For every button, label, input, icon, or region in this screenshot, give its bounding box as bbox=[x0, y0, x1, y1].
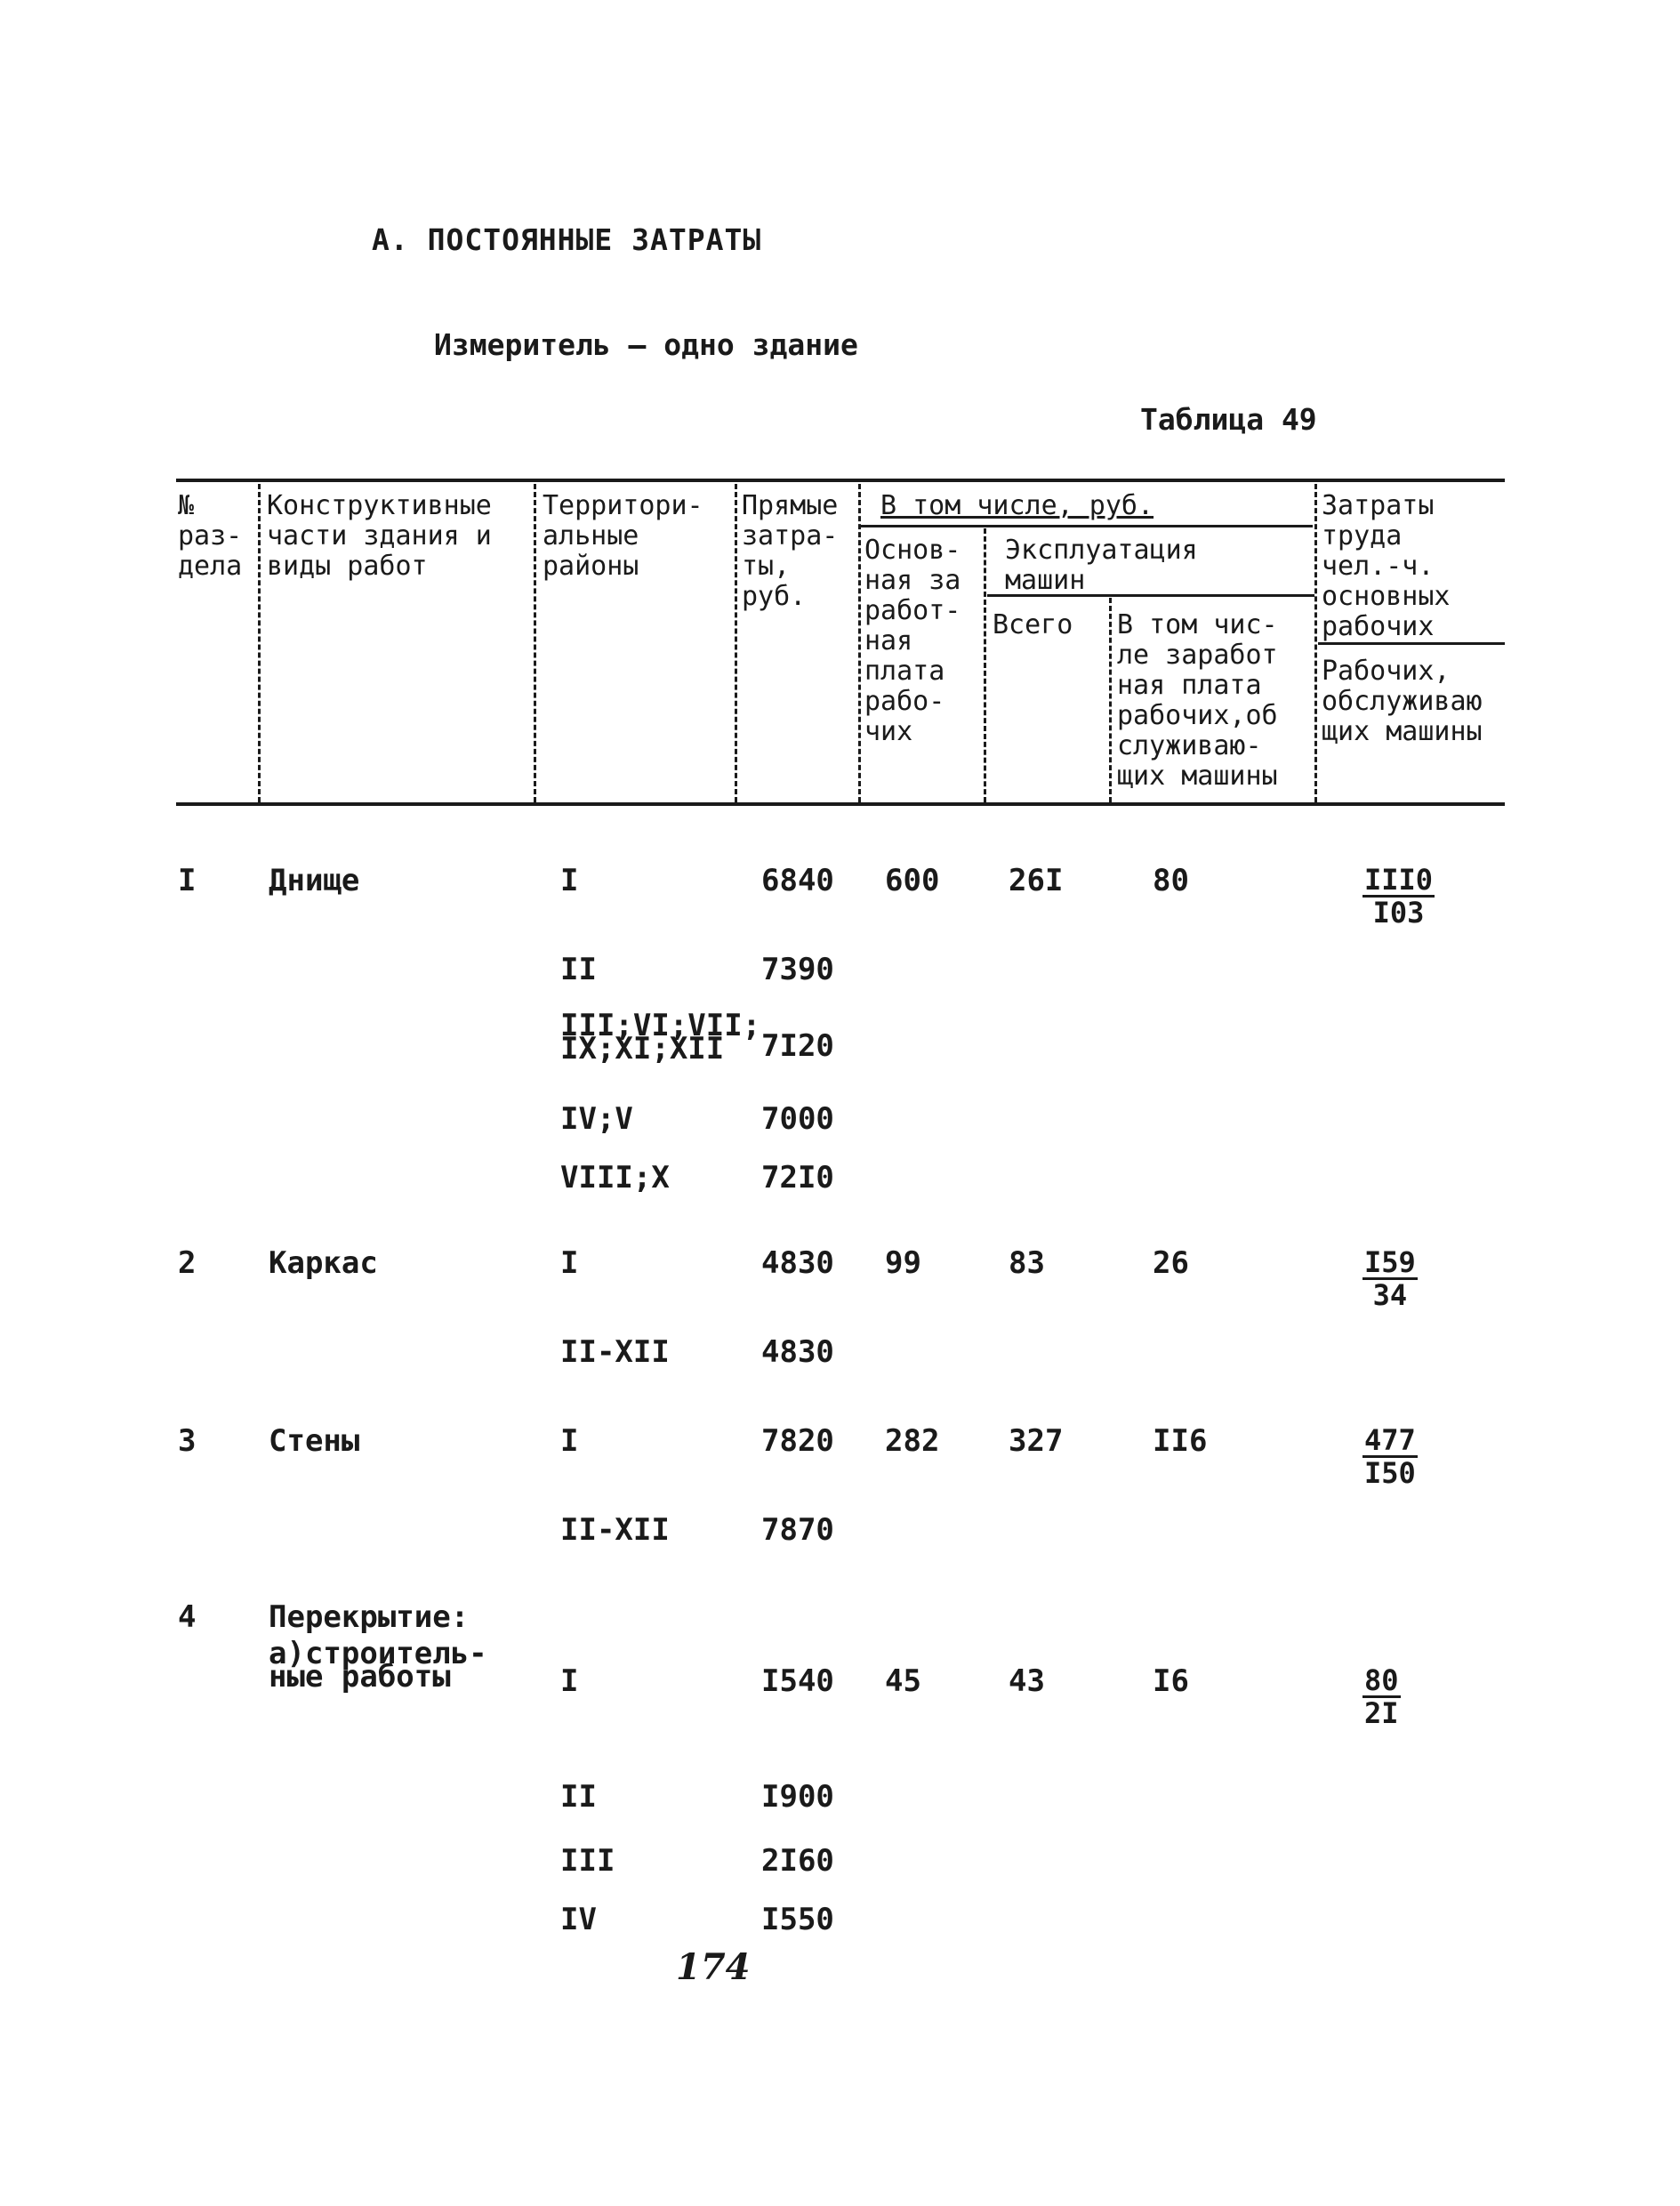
row-base-wage: 45 bbox=[885, 1663, 921, 1699]
measure-unit: Измеритель – одно здание bbox=[434, 327, 858, 362]
row-region: I bbox=[560, 1245, 579, 1281]
row-section-no: I bbox=[178, 863, 197, 898]
row-machine-total: 83 bbox=[1009, 1245, 1045, 1281]
row-work-name: Стены bbox=[269, 1423, 360, 1459]
row-region: II bbox=[560, 952, 597, 987]
row-machine-wage: 80 bbox=[1153, 863, 1189, 898]
header-col-no: № раз- дела bbox=[178, 490, 243, 582]
row-direct-cost: 2I60 bbox=[761, 1843, 834, 1879]
row-direct-cost: 72I0 bbox=[761, 1160, 834, 1196]
row-region: III;VI;VII; IX;XI;XII bbox=[560, 1008, 761, 1067]
row-machine-wage: II6 bbox=[1153, 1423, 1208, 1459]
table-number: Таблица 49 bbox=[1140, 402, 1317, 437]
row-direct-cost: 6840 bbox=[761, 863, 834, 898]
header-col-labor-machine: Рабочих, обслуживаю щих машины bbox=[1322, 656, 1483, 747]
row-labor-cost bbox=[1362, 865, 1435, 928]
row-direct-cost: 4830 bbox=[761, 1334, 834, 1370]
row-section-no: 3 bbox=[178, 1423, 197, 1459]
row-direct-cost: 7820 bbox=[761, 1423, 834, 1459]
row-labor-cost bbox=[1362, 1425, 1418, 1488]
header-col-total: Всего bbox=[993, 609, 1073, 640]
col-separator bbox=[258, 484, 261, 802]
labor-workers: 477 bbox=[1364, 1423, 1416, 1457]
row-base-wage: 99 bbox=[885, 1245, 921, 1281]
header-col-regions: Территори- альные районы bbox=[543, 490, 703, 582]
row-region: I bbox=[560, 863, 579, 898]
row-machine-wage: 26 bbox=[1153, 1245, 1189, 1281]
row-machine-total: 26I bbox=[1009, 863, 1064, 898]
header-col-direct: Прямые затра- ты, руб. bbox=[742, 490, 839, 612]
row-base-wage: 282 bbox=[885, 1423, 940, 1459]
row-direct-cost: I900 bbox=[761, 1779, 834, 1815]
row-direct-cost: 7I20 bbox=[761, 1028, 834, 1064]
row-region: II-XII bbox=[560, 1334, 670, 1370]
header-col-machine-wage: В том чис- ле заработ ная плата рабочих,об служиваю- щих машины bbox=[1117, 609, 1278, 792]
row-work-name: Перекрытие: bbox=[269, 1599, 470, 1635]
labor-workers: III0 bbox=[1364, 863, 1434, 897]
row-direct-cost: 7000 bbox=[761, 1101, 834, 1137]
col-separator bbox=[735, 484, 737, 802]
labor-underline bbox=[1318, 642, 1505, 645]
row-labor-cost bbox=[1362, 1665, 1401, 1728]
row-direct-cost: I540 bbox=[761, 1663, 834, 1699]
col-separator bbox=[858, 484, 861, 802]
page-number: 174 bbox=[676, 1946, 751, 1988]
row-section-no: 4 bbox=[178, 1599, 197, 1635]
row-section-no: 2 bbox=[178, 1245, 197, 1281]
header-bottom-rule bbox=[176, 802, 1505, 806]
row-region: IV bbox=[560, 1902, 597, 1937]
header-col-machines: Эксплуатация машин bbox=[1005, 535, 1198, 596]
labor-machine-workers: I50 bbox=[1364, 1456, 1416, 1490]
row-region: I bbox=[560, 1423, 579, 1459]
row-base-wage: 600 bbox=[885, 863, 940, 898]
row-labor-cost bbox=[1362, 1247, 1418, 1310]
header-col-wage: Основ- ная за работ- ная плата рабо- чих bbox=[864, 535, 961, 747]
header-col-parts: Конструктивные части здания и виды работ bbox=[267, 490, 492, 582]
header-col-labor: Затраты труда чел.-ч. основных рабочих bbox=[1322, 490, 1451, 642]
row-work-name: Днище bbox=[269, 863, 360, 898]
row-machine-total: 327 bbox=[1009, 1423, 1064, 1459]
row-region: IV;V bbox=[560, 1101, 633, 1137]
row-work-name: Каркас bbox=[269, 1245, 378, 1281]
labor-workers: 80 bbox=[1364, 1663, 1399, 1697]
header-col-incl: В том числе, руб. bbox=[880, 490, 1154, 521]
row-direct-cost: I550 bbox=[761, 1902, 834, 1937]
row-region: II bbox=[560, 1779, 597, 1815]
col-separator bbox=[1314, 484, 1317, 802]
col-separator bbox=[1109, 598, 1112, 802]
row-machine-wage: I6 bbox=[1153, 1663, 1189, 1699]
row-region: II-XII bbox=[560, 1512, 670, 1548]
row-region: VIII;X bbox=[560, 1160, 670, 1196]
labor-machine-workers: I03 bbox=[1372, 896, 1425, 930]
header-top-rule bbox=[176, 479, 1505, 482]
labor-machine-workers: 34 bbox=[1372, 1278, 1408, 1312]
col-separator bbox=[984, 528, 986, 802]
row-direct-cost: 4830 bbox=[761, 1245, 834, 1281]
row-work-name: а)строитель- ные работы bbox=[269, 1636, 487, 1695]
labor-workers: I59 bbox=[1364, 1245, 1416, 1279]
row-region: III bbox=[560, 1843, 615, 1879]
row-region: I bbox=[560, 1663, 579, 1699]
row-direct-cost: 7390 bbox=[761, 952, 834, 987]
labor-machine-workers: 2I bbox=[1364, 1696, 1399, 1730]
row-direct-cost: 7870 bbox=[761, 1512, 834, 1548]
incl-underline bbox=[861, 525, 1313, 527]
row-machine-total: 43 bbox=[1009, 1663, 1045, 1699]
col-separator bbox=[534, 484, 536, 802]
section-heading: А. ПОСТОЯННЫЕ ЗАТРАТЫ bbox=[372, 222, 762, 257]
